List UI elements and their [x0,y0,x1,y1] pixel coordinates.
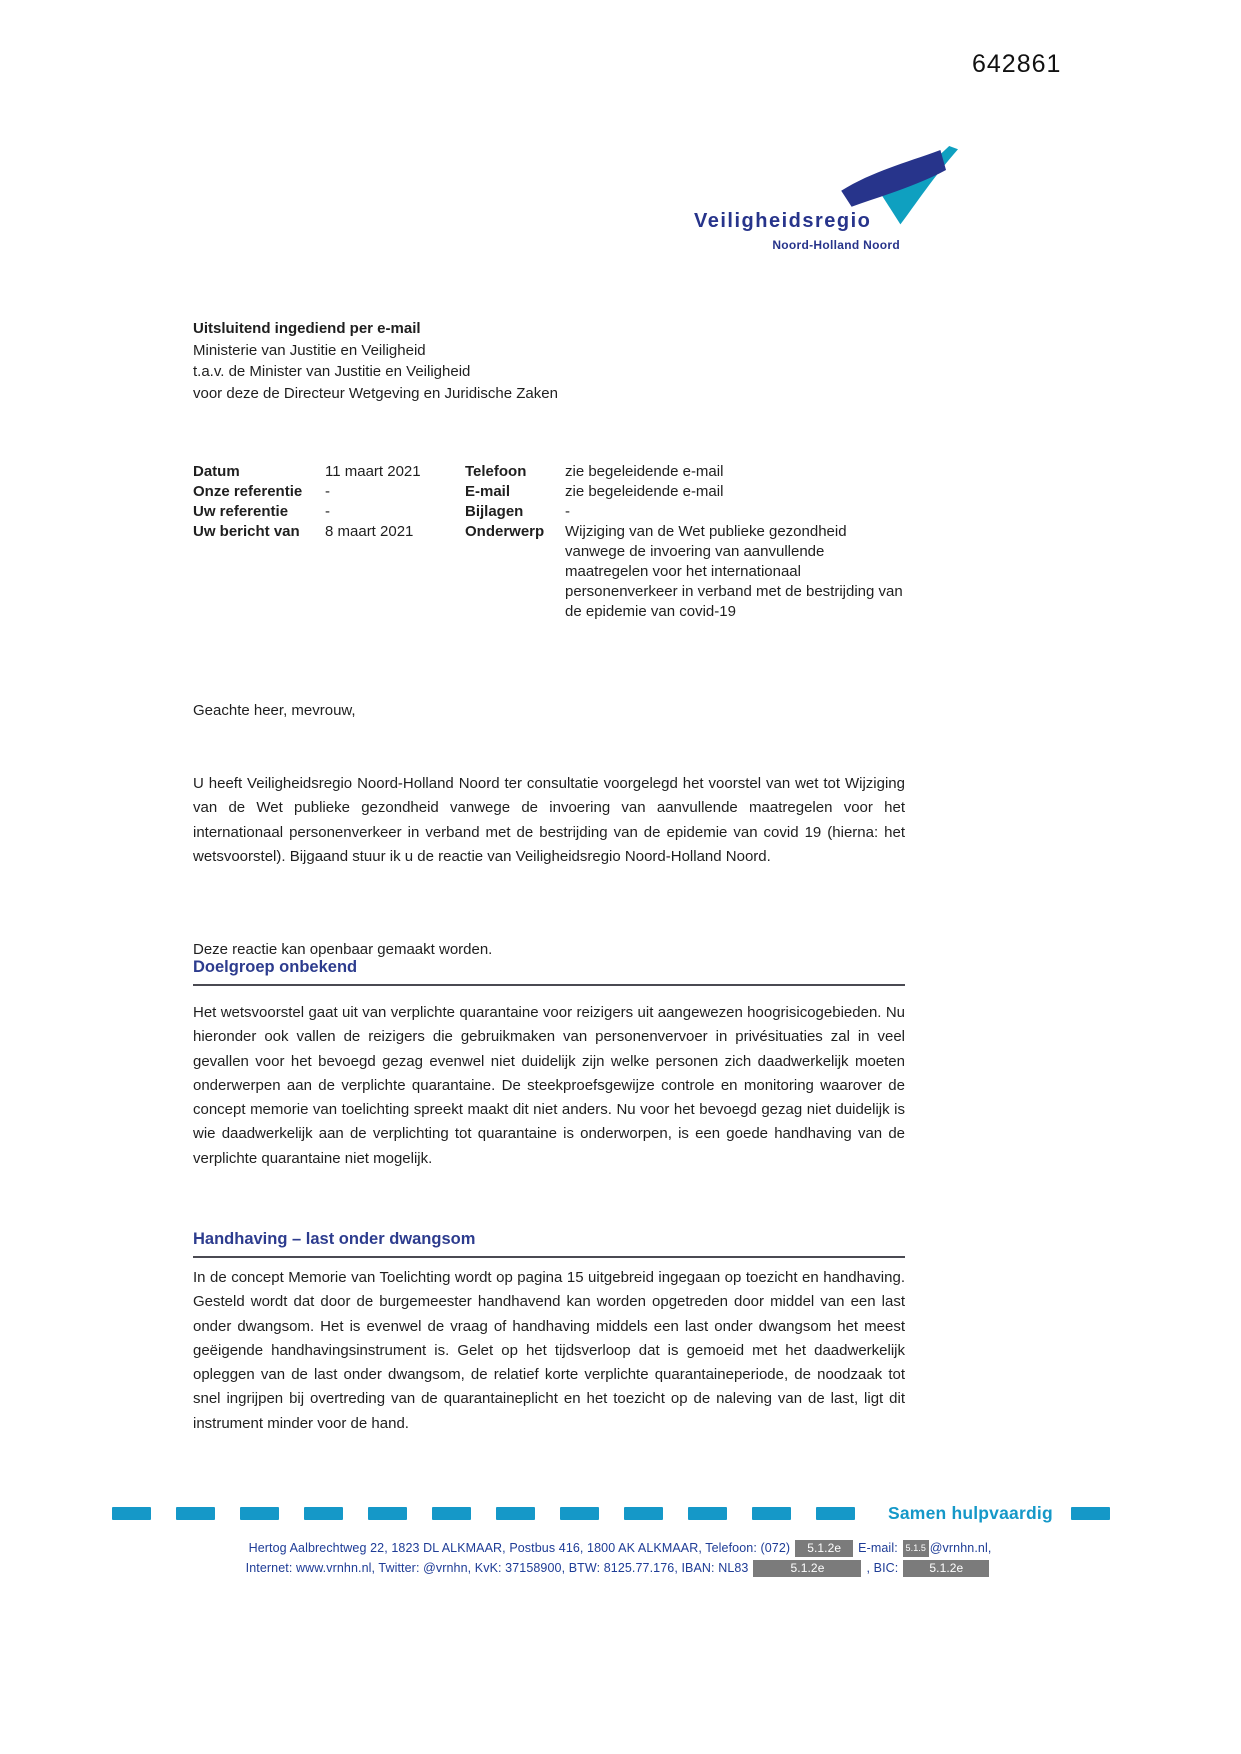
recipient-line: Ministerie van Justitie en Veiligheid [193,341,426,359]
recipient-line: voor deze de Directeur Wetgeving en Juridische Zaken [193,384,558,402]
paragraph-public: Deze reactie kan openbaar gemaakt worden. [193,941,493,958]
meta-value-telefoon: zie begeleidende e-mail [565,463,724,480]
dash-icon [688,1507,727,1520]
org-logo [690,146,966,262]
footer-line-1 [120,1538,1120,1558]
dash-icon [816,1507,855,1520]
dash-icon [1071,1507,1110,1520]
meta-label-bijlagen: Bijlagen [465,503,524,520]
dash-icon [112,1507,151,1520]
dash-icon [560,1507,599,1520]
meta-value-onderwerp: Wijziging van de Wet publieke gezondheid vanwege de invoering van aanvullende maatregelen voor het internationaal personenverkeer in verband met de bestrijding van de epidemie van covid-19 [565,523,903,620]
paragraph-intro: U heeft Veiligheidsregio Noord-Holland Noord ter consultatie voorgelegd het voorstel van wet tot Wijziging van de Wet publieke gezondheid vanwege de invoering van aanvullende maatregelen voor het internationaal personenverkeer in verband met de bestrijding van de epidemie van covid 19 (hierna: het wetsvoorstel). Bijgaand stuur ik u de reactie van Veiligheidsregio Noord-Holland Noord. [193,775,905,865]
meta-value-uw-bericht-van: 8 maart 2021 [325,523,414,540]
meta-label-onze-referentie: Onze referentie [193,483,303,500]
footer-line-2 [120,1558,1120,1578]
letter-meta-table [193,462,905,622]
section-body-handhaving: In de concept Memorie van Toelichting wordt op pagina 15 uitgebreid ingegaan op toezicht en handhaving. Gesteld wordt dat door de burgemeester handhavend kan worden opgetreden door middel van een last onder dwangsom. Het is evenwel de vraag of handhaving middels een last onder dwangsom het meest geëigende handhavingsinstrument is. Gelet op het tijdsverloop dat is gemoeid met het daadwerkelijk opleggen van de last onder dwangsom, de relatief korte verplichte quarantaineperiode, de noodzaak tot snel ingrijpen bij overtreding van de quarantaineplicht en het toezicht op de naleving van de last, ligt dit instrument minder voor de hand. [193,1269,905,1432]
recipient-block [193,318,558,404]
meta-value-onze-referentie: - [325,483,330,500]
dash-icon [240,1507,279,1520]
meta-value-email: zie begeleidende e-mail [565,483,724,500]
section-heading-handhaving: Handhaving – last onder dwangsom [193,1230,905,1258]
logo-title: Veiligheidsregio [694,210,872,232]
footer-address-text: Hertog Aalbrechtweg 22, 1823 DL ALKMAAR, Postbus 416, 1800 AK ALKMAAR, Telefoon: (072) [248,1541,791,1555]
meta-value-datum: 11 maart 2021 [325,463,421,480]
meta-label-telefoon: Telefoon [465,463,527,480]
dash-icon [368,1507,407,1520]
meta-value-uw-referentie: - [325,503,330,520]
footer-dash-separator [112,1503,1142,1524]
footer-email-label: E-mail: [858,1541,898,1555]
section-heading-doelgroep: Doelgroep onbekend [193,958,905,986]
meta-label-uw-referentie: Uw referentie [193,503,289,520]
footer-contact-block [120,1538,1120,1578]
dash-icon [176,1507,215,1520]
redaction-box: 5.1.5 [903,1540,929,1557]
recipient-line: t.a.v. de Minister van Justitie en Veiligheid [193,363,471,380]
redaction-box: 5.1.2e [903,1560,989,1577]
meta-label-datum: Datum [193,463,240,480]
salutation: Geachte heer, mevrouw, [193,702,356,719]
dash-icon [752,1507,791,1520]
dash-icon [624,1507,663,1520]
footer-slogan: Samen hulpvaardig [888,1503,1053,1523]
meta-label-onderwerp: Onderwerp [465,523,545,540]
meta-value-bijlagen: - [565,503,570,520]
meta-label-uw-bericht-van: Uw bericht van [193,523,300,540]
section-body-doelgroep: Het wetsvoorstel gaat uit van verplichte quarantaine voor reizigers uit aangewezen hoogrisicogebieden. Nu hieronder ook vallen de reizigers die gebruikmaken van personenvervoer in privésituaties zal in veel gevallen voor het bevoegd gezag evenwel niet duidelijk zijn welke personen zich daadwerkelijk moeten onderwerpen aan de verplichte quarantaine. De steekproefsgewijze controle en monitoring waarover de concept memorie van toelichting spreekt maakt dit niet anders. Nu voor het bevoegd gezag niet duidelijk is wie daadwerkelijk aan de verplichting tot quarantaine is onderworpen, is een goede handhaving van de verplichte quarantaine niet mogelijk. [193,1004,905,1167]
redaction-box: 5.1.2e [753,1560,861,1577]
dash-icon [432,1507,471,1520]
meta-label-email: E-mail [465,483,511,500]
redaction-box: 5.1.2e [795,1540,853,1557]
footer-bic-label: , BIC: [866,1561,899,1575]
footer-email-domain: @vrnhn.nl, [929,1541,992,1555]
logo-subtitle: Noord-Holland Noord [772,238,900,252]
footer-internet-text: Internet: www.vrnhn.nl, Twitter: @vrnhn, KvK: 37158900, BTW: 8125.77.176, IBAN: NL83 [245,1561,749,1575]
delivery-note: Uitsluitend ingediend per e-mail [193,320,421,337]
dash-icon [496,1507,535,1520]
dash-icon [304,1507,343,1520]
document-number: 642861 [972,50,1062,78]
